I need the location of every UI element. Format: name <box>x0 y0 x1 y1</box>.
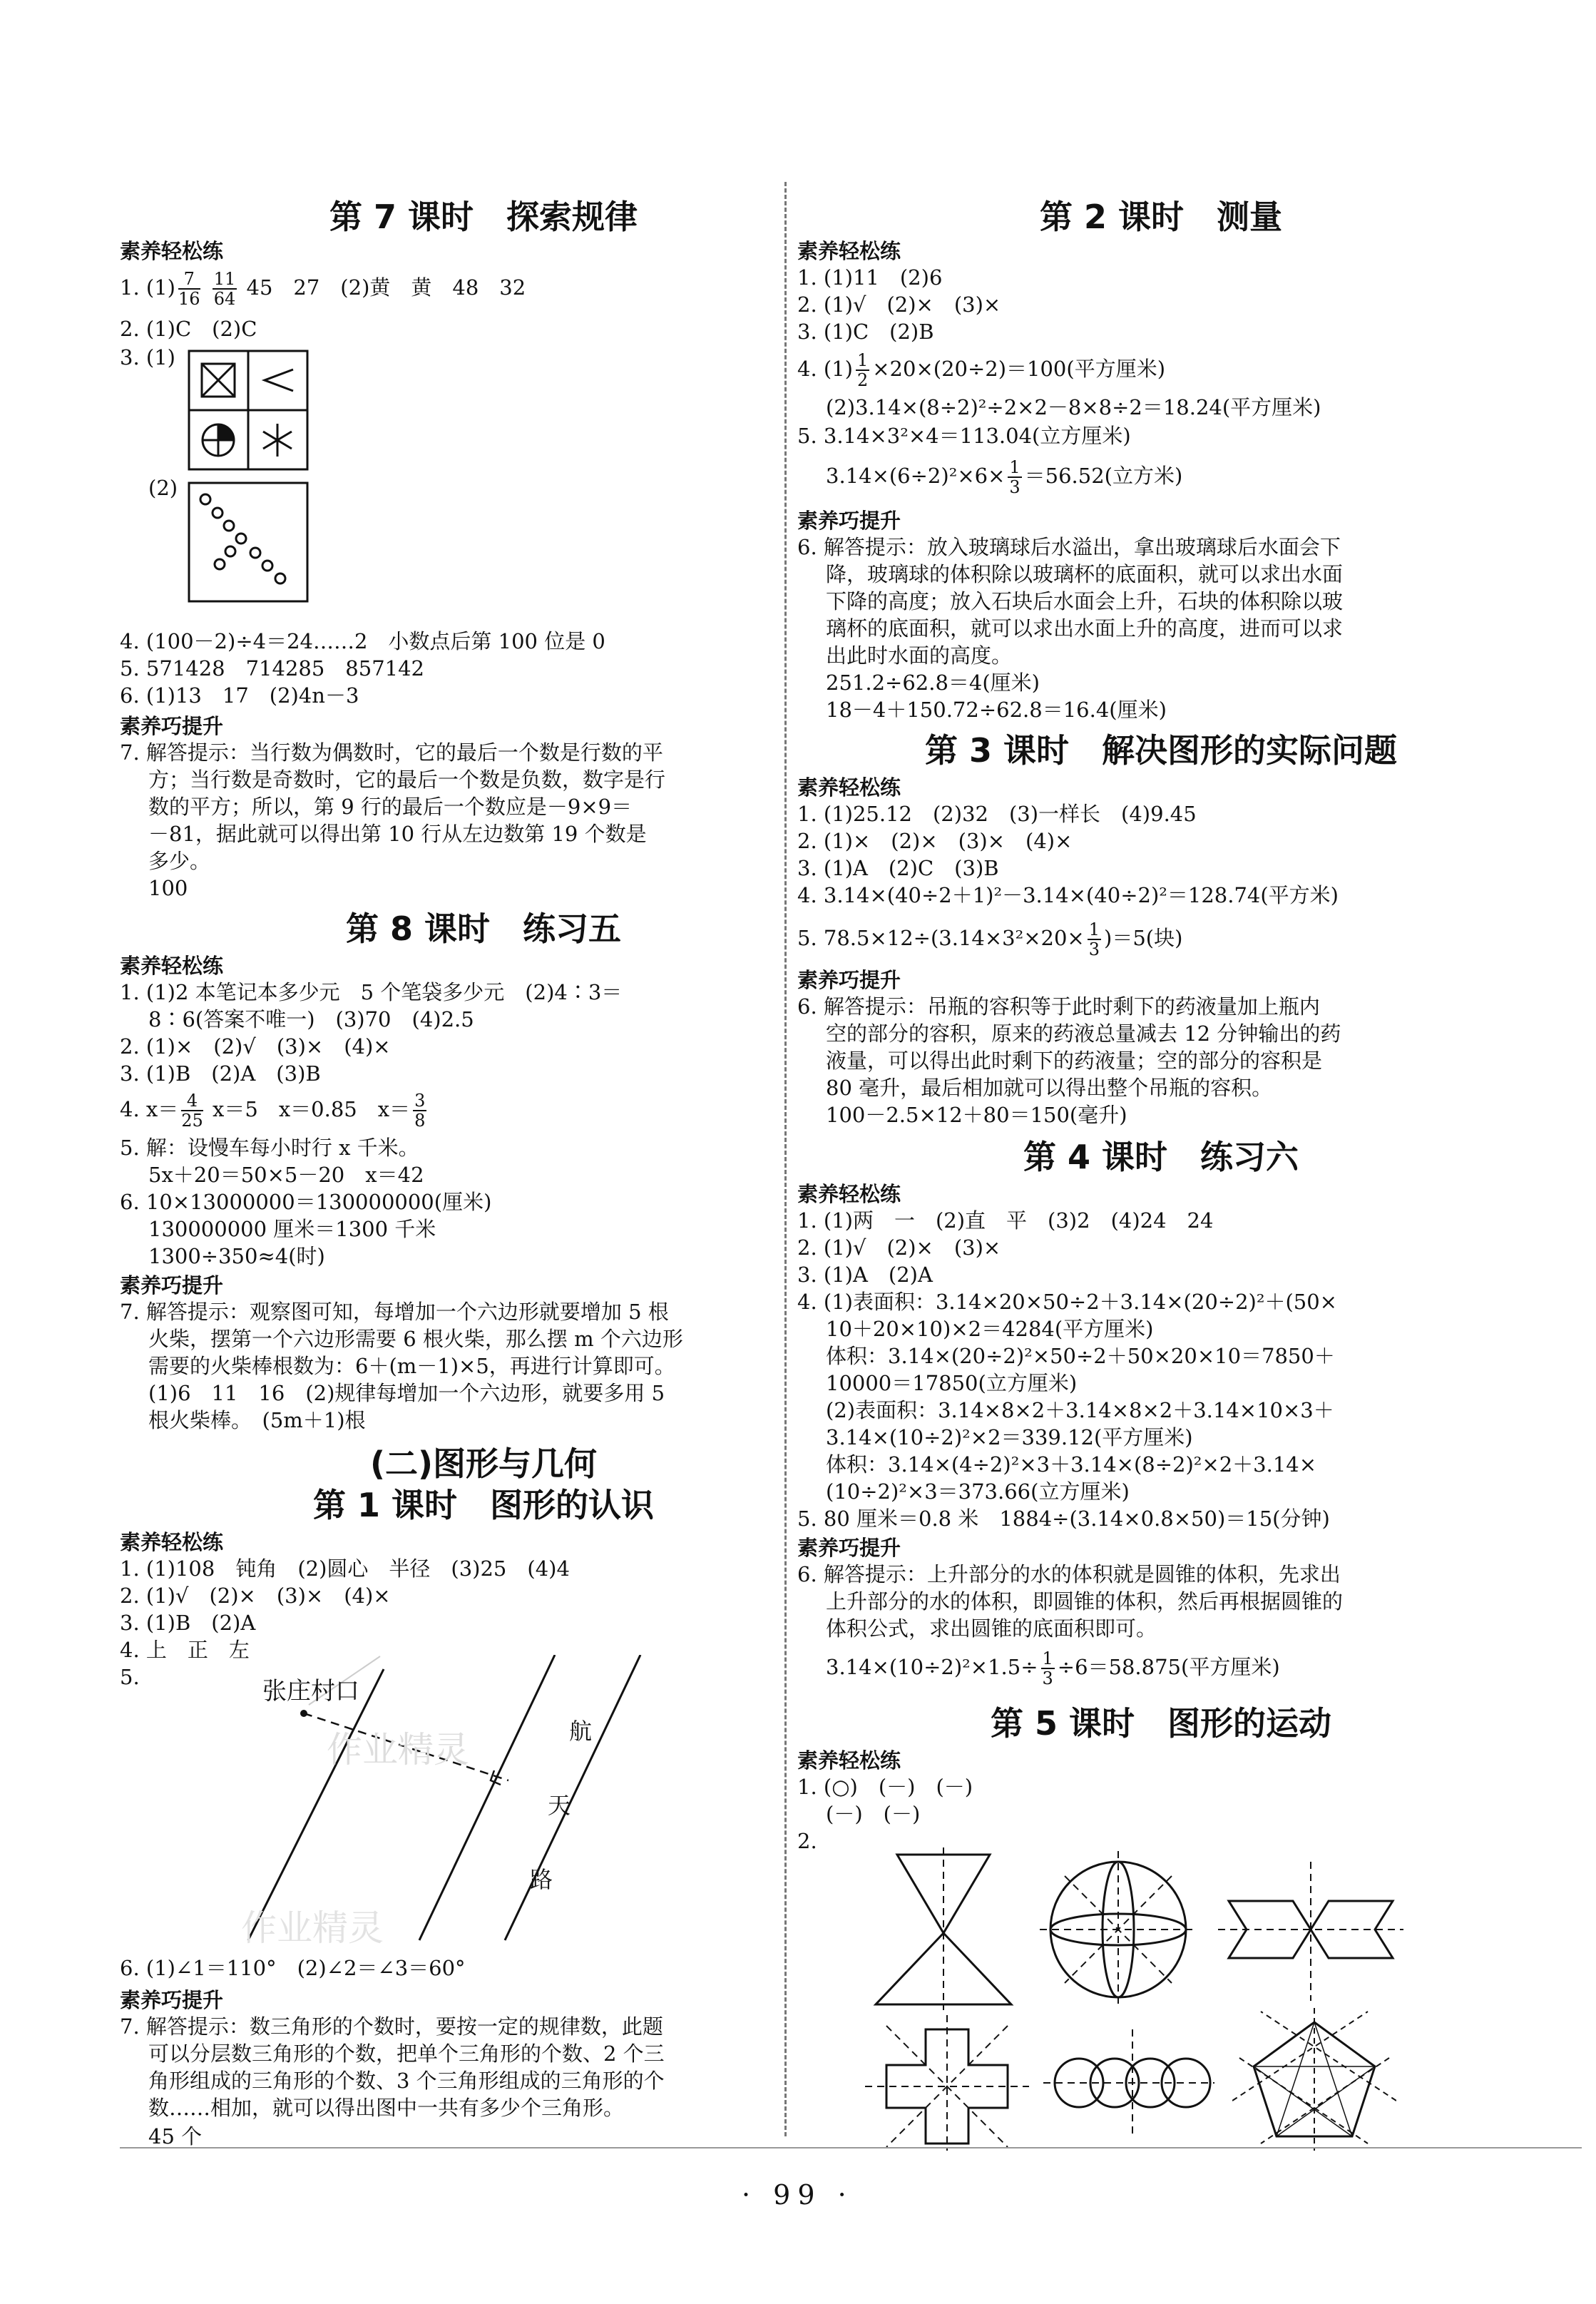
column-divider <box>784 182 787 2136</box>
answer-line: 5. <box>120 1665 140 1689</box>
answer-line: 18－4＋150.72÷62.8＝16.4(厘米) <box>826 698 1167 722</box>
answer-line: (2) <box>148 476 178 500</box>
section-skill-boost: 素养巧提升 <box>797 509 901 533</box>
answer-line: 3. (1)B (2)A (3)B <box>120 1061 321 1086</box>
part-title: (二)图形与几何 <box>369 1444 598 1483</box>
answer-line: 3. (1)A (2)A <box>797 1263 933 1287</box>
answer-line: 4. (1) $\frac{1}{2}$ ×20×(20÷2)＝100(平方厘米) <box>797 350 1166 390</box>
answer-line: 根火柴棒。 (5m＋1)根 <box>148 1408 366 1432</box>
section-skill-boost: 素养巧提升 <box>120 1988 224 2012</box>
answer-line: (2)表面积：3.14×8×2＋3.14×8×2＋3.14×10×3＋ <box>826 1398 1334 1422</box>
fraction: $\frac{1}{3}$ <box>1009 457 1020 497</box>
footer-rule <box>120 2147 1582 2148</box>
parallelogram-pair-figure <box>1218 1847 1403 2012</box>
lesson-5-title: 第 5 课时 图形的运动 <box>990 1704 1332 1743</box>
road-label: 天 <box>548 1792 571 1819</box>
answer-line: 3.14×(6÷2)²×6× $\frac{1}{3}$ ＝56.52(立方米) <box>826 457 1183 497</box>
pentagon-star-figure <box>1232 2008 1396 2151</box>
answer-line: 4. 上 正 左 <box>120 1638 250 1662</box>
answer-line: 7. 解答提示：数三角形的个数时，要按一定的规律数，此题 <box>120 2014 663 2039</box>
answer-line: 液量，可以得出此时剩下的药液量；空的部分的容积是 <box>826 1049 1323 1073</box>
answer-line: 3.14×(10÷2)²×2＝339.12(平方厘米) <box>826 1425 1193 1449</box>
answer-line: 1. (1)2 本笔记本多少元 5 个笔袋多少元 (2)4∶3＝ <box>120 980 623 1004</box>
symbol-grid-figure <box>188 350 309 471</box>
answer-line: 2. (1)√ (2)× (3)× <box>797 1235 1001 1260</box>
answer-line: 6. (1)∠1＝110° (2)∠2＝∠3＝60° <box>120 1956 466 1980</box>
answer-line: 130000000 厘米＝1300 千米 <box>148 1217 436 1241</box>
answer-line: 1. (○) (－) (－) <box>797 1775 973 1799</box>
answer-line: 2. (1)× (2)× (3)× (4)× <box>797 829 1073 853</box>
road-label: 路 <box>530 1866 553 1893</box>
fraction: $\frac{7}{16}$ <box>178 269 200 309</box>
answer-line: 5. 解：设慢车每小时行 x 千米。 <box>120 1136 419 1160</box>
lesson-4-title: 第 4 课时 练习六 <box>1023 1138 1299 1176</box>
answer-line: 7. 解答提示：观察图可知，每增加一个六边形就要增加 5 根 <box>120 1300 669 1324</box>
answer-line: 1. (1)25.12 (2)32 (3)一样长 (4)9.45 <box>797 802 1197 826</box>
section-easy-practice: 素养轻松练 <box>797 1182 901 1206</box>
answer-line: 角形组成的三角形的个数、3 个三角形组成的三角形的个 <box>148 2069 665 2093</box>
hourglass-triangles-figure <box>869 1847 1025 2012</box>
answer-line: 6. 10×13000000＝130000000(厘米) <box>120 1190 492 1214</box>
answer-line: 3. (1)C (2)B <box>797 320 934 344</box>
dot-pattern-figure <box>188 481 309 603</box>
watermark: 作业精灵 <box>241 1907 384 1949</box>
answer-line: 数……相加，就可以得出图中一共有多少个三角形。 <box>148 2096 625 2120</box>
answer-line: 需要的火柴棒根数为：6＋(m－1)×5，再进行计算即可。 <box>148 1354 675 1378</box>
watermark: 作业精灵 <box>327 1729 469 1770</box>
answer-line: 1. (1)11 (2)6 <box>797 265 943 290</box>
fraction: $\frac{1}{3}$ <box>1088 919 1100 959</box>
lesson-8-title: 第 8 课时 练习五 <box>345 909 622 948</box>
answer-line: 体积：3.14×(4÷2)²×3＋3.14×(8÷2)²×2＋3.14× <box>826 1452 1317 1477</box>
answer-line: 方；当行数是奇数时，它的最后一个数是负数，数字是行 <box>148 768 666 792</box>
answer-line: 1. (1)108 钝角 (2)圆心 半径 (3)25 (4)4 <box>120 1556 570 1581</box>
answer-line: 1300÷350≈4(时) <box>148 1244 325 1268</box>
answer-line: 5. 80 厘米＝0.8 米 1884÷(3.14×0.8×50)＝15(分钟) <box>797 1507 1330 1531</box>
four-rings-figure <box>1043 2026 1214 2140</box>
answer-line: 3.14×(10÷2)²×1.5÷ $\frac{1}{3}$ ÷6＝58.875(平方厘米) <box>826 1648 1280 1688</box>
answer-line: 100 <box>148 876 188 900</box>
answer-line: 4. (100－2)÷4＝24……2 小数点后第 100 位是 0 <box>120 629 605 653</box>
lesson-2-title: 第 2 课时 测量 <box>1039 198 1283 236</box>
road-label: 航 <box>569 1718 593 1745</box>
answer-line: (1)6 11 16 (2)规律每增加一个六边形，就要多用 5 <box>148 1381 665 1405</box>
answer-line: 10＋20×10)×2＝4284(平方厘米) <box>826 1317 1154 1341</box>
fraction: $\frac{4}{25}$ <box>181 1091 203 1131</box>
answer-line: 6. 解答提示：吊瓶的容积等于此时剩下的药液量加上瓶内 <box>797 994 1320 1019</box>
answer-line: 6. 解答提示：放入玻璃球后水溢出，拿出玻璃球后水面会下 <box>797 535 1341 559</box>
answer-line: 4. 3.14×(40÷2＋1)²－3.14×(40÷2)²＝128.74(平方米) <box>797 883 1339 907</box>
answer-line: －81，据此就可以得出第 10 行从左边数第 19 个数是 <box>148 822 647 846</box>
answer-line: 7. 解答提示：当行数为偶数时，它的最后一个数是行数的平 <box>120 740 663 765</box>
cross-shape-figure <box>865 2015 1029 2151</box>
answer-line: 5. 78.5×12÷(3.14×3²×20× $\frac{1}{3}$ )＝5(块) <box>797 919 1183 959</box>
fraction: $\frac{1}{3}$ <box>1042 1648 1053 1688</box>
answer-line: 2. (1)C (2)C <box>120 317 257 341</box>
answer-line: 火柴，摆第一个六边形需要 6 根火柴，那么摆 m 个六边形 <box>148 1327 683 1351</box>
answer-line: (10÷2)²×3＝373.66(立方厘米) <box>826 1479 1130 1504</box>
village-label: 张庄村口 <box>262 1677 359 1706</box>
answer-line: 5. 3.14×3²×4＝113.04(立方厘米) <box>797 424 1131 448</box>
answer-line: 璃杯的底面积，就可以求出水面上升的高度，进而可以求 <box>826 616 1344 641</box>
circle-petals-figure <box>1036 1847 1200 2012</box>
answer-line: 空的部分的容积，原来的药液总量减去 12 分钟输出的药 <box>826 1021 1341 1046</box>
answer-line: 可以分层数三角形的个数，把单个三角形的个数、2 个三 <box>148 2042 665 2066</box>
answer-line: (－) (－) <box>826 1802 921 1826</box>
answer-line: 上升部分的水的体积，即圆锥的体积，然后再根据圆锥的 <box>826 1589 1344 1614</box>
fraction: $\frac{11}{64}$ <box>213 269 236 309</box>
geometry-lesson-1-title: 第 1 课时 图形的认识 <box>312 1486 655 1524</box>
answer-line: 1. (1)两 一 (2)直 平 (3)2 (4)24 24 <box>797 1208 1214 1233</box>
section-easy-practice: 素养轻松练 <box>797 1748 901 1773</box>
section-easy-practice: 素养轻松练 <box>120 954 224 978</box>
lesson-7-title: 第 7 课时 探索规律 <box>329 198 638 236</box>
answer-line: 251.2÷62.8＝4(厘米) <box>826 671 1040 695</box>
section-easy-practice: 素养轻松练 <box>120 239 224 263</box>
answer-line: 80 毫升，最后相加就可以得出整个吊瓶的容积。 <box>826 1076 1273 1100</box>
section-skill-boost: 素养巧提升 <box>120 714 224 738</box>
answer-line: 体积：3.14×(20÷2)²×50÷2＋50×20×10＝7850＋ <box>826 1344 1335 1368</box>
road-map-figure <box>241 1655 648 1954</box>
answer-line: 2. (1)× (2)√ (3)× (4)× <box>120 1034 391 1059</box>
answer-line: 5. 571428 714285 857142 <box>120 656 424 681</box>
answer-line: 2. (1)√ (2)× (3)× (4)× <box>120 1584 391 1608</box>
section-easy-practice: 素养轻松练 <box>797 775 901 800</box>
answer-line: 100－2.5×12＋80＝150(毫升) <box>826 1103 1127 1127</box>
answer-line: 4. x＝ $\frac{4}{25}$ x＝5 x＝0.85 x＝ $\frac{3}{8}$ <box>120 1091 426 1131</box>
answer-line: 2. (1)√ (2)× (3)× <box>797 292 1001 317</box>
lesson-3-title: 第 3 课时 解决图形的实际问题 <box>924 731 1398 770</box>
answer-line: 3. (1)A (2)C (3)B <box>797 856 999 880</box>
answer-line: 5x＋20＝50×5－20 x＝42 <box>148 1163 424 1187</box>
answer-line: (2)3.14×(8÷2)²÷2×2－8×8÷2＝18.24(平方厘米) <box>826 395 1321 419</box>
section-skill-boost: 素养巧提升 <box>120 1273 224 1298</box>
answer-line: 8∶6(答案不唯一) (3)70 (4)2.5 <box>148 1007 474 1031</box>
answer-line: 2. <box>797 1829 817 1853</box>
section-easy-practice: 素养轻松练 <box>797 239 901 263</box>
answer-line: 6. (1)13 17 (2)4n－3 <box>120 683 359 708</box>
page-number: · 99 · <box>742 2179 854 2211</box>
answer-line: 1. (1) $\frac{7}{16}$ $\frac{11}{64}$ 45 27 (2)黄 黄 48 32 <box>120 269 526 309</box>
answer-line: 6. 解答提示：上升部分的水的体积就是圆锥的体积，先求出 <box>797 1562 1341 1586</box>
fraction: $\frac{1}{2}$ <box>856 350 869 390</box>
answer-line: 多少。 <box>148 849 211 873</box>
answer-line: 4. (1)表面积：3.14×20×50÷2＋3.14×(20÷2)²＋(50× <box>797 1290 1337 1314</box>
fraction: $\frac{3}{8}$ <box>414 1091 426 1131</box>
answer-line: 出此时水面的高度。 <box>826 643 1013 668</box>
answer-line: 3. (1) <box>120 345 175 369</box>
answer-line: 降，玻璃球的体积除以玻璃杯的底面积，就可以求出水面 <box>826 562 1344 586</box>
section-easy-practice: 素养轻松练 <box>120 1530 224 1554</box>
answer-line: 45 个 <box>148 2124 203 2148</box>
answer-line: 3. (1)B (2)A <box>120 1611 256 1635</box>
answer-line: 下降的高度；放入石块后水面会上升，石块的体积除以玻 <box>826 589 1344 613</box>
section-skill-boost: 素养巧提升 <box>797 1536 901 1560</box>
answer-line: 数的平方；所以，第 9 行的最后一个数应是－9×9＝ <box>148 795 633 819</box>
answer-line: 10000＝17850(立方厘米) <box>826 1371 1078 1395</box>
section-skill-boost: 素养巧提升 <box>797 968 901 992</box>
answer-line: 体积公式，求出圆锥的底面积即可。 <box>826 1616 1157 1641</box>
